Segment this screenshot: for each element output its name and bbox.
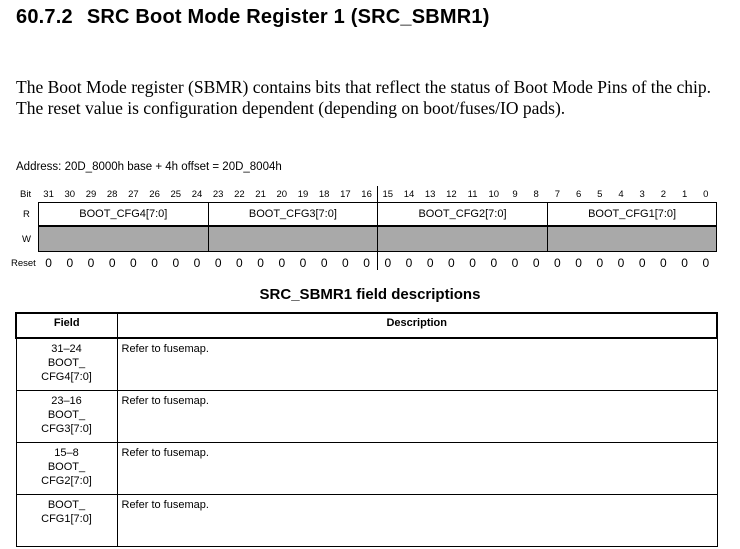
field-cell	[16, 391, 117, 443]
register-diagram	[0, 186, 740, 272]
reset-value: 0	[638, 256, 646, 270]
reset-value: 0	[426, 256, 434, 270]
reset-value: 0	[511, 256, 519, 270]
read-field-1: BOOT_CFG1[7:0]	[547, 202, 718, 226]
bit-number: 28	[106, 189, 118, 200]
reset-value: 0	[702, 256, 710, 270]
bit-number: 5	[597, 189, 603, 200]
write-row-label: W	[22, 234, 31, 245]
reset-value: 0	[384, 256, 392, 270]
reset-row-label: Reset	[11, 258, 36, 269]
reset-value: 0	[554, 256, 561, 270]
reset-value: 0	[257, 256, 264, 270]
table-row	[16, 443, 717, 495]
halfword-separator	[377, 186, 378, 270]
bit-number: 26	[149, 189, 160, 200]
table-header-row	[16, 313, 717, 338]
bit-number: 0	[703, 189, 709, 200]
reset-value: 0	[490, 256, 498, 270]
bit-number: 4	[618, 189, 624, 200]
bit-number: 2	[660, 189, 667, 200]
bit-number: 22	[234, 189, 245, 200]
bit-number: 27	[128, 189, 139, 200]
reset-value: 0	[448, 256, 455, 270]
bit-number: 7	[554, 189, 561, 200]
field-descriptions-table	[15, 312, 718, 547]
bit-number: 29	[85, 189, 97, 200]
bit-number: 21	[255, 189, 266, 200]
bit-number: 17	[340, 189, 351, 200]
reset-value: 0	[66, 256, 74, 270]
write-field-reserved	[377, 226, 548, 252]
intro-paragraph: The Boot Mode register (SBMR) contains bits that reflect the status of Boot Mode Pins of the chip. The reset value is configuration dependent (depending on boot/fuses/IO pads).	[16, 77, 712, 118]
bit-number: 6	[575, 189, 582, 200]
bit-row-label: Bit	[20, 189, 32, 200]
reset-value: 0	[193, 256, 201, 270]
reset-value: 0	[342, 256, 349, 270]
section-heading	[16, 6, 490, 29]
bit-number: 13	[424, 189, 436, 200]
write-field-reserved	[208, 226, 379, 252]
section-number: 60.7.2	[16, 6, 73, 28]
reset-value: 0	[617, 256, 625, 270]
bit-number: 25	[170, 189, 182, 200]
field-cell	[16, 443, 117, 495]
reset-value: 0	[596, 256, 604, 270]
bit-number: 23	[212, 189, 224, 200]
reset-value: 0	[469, 256, 476, 270]
bit-number: 18	[318, 189, 330, 200]
bit-number: 30	[64, 189, 76, 200]
section-title: SRC Boot Mode Register 1 (SRC_SBMR1)	[86, 6, 490, 28]
reset-value: 0	[660, 256, 667, 270]
reset-value: 0	[214, 256, 222, 270]
table-row	[16, 338, 717, 391]
reset-value: 0	[575, 256, 582, 270]
table-row	[16, 391, 717, 443]
reset-value: 0	[299, 256, 307, 270]
description-cell: Refer to fusemap.	[117, 495, 717, 547]
bit-number: 31	[43, 189, 54, 200]
reset-value: 0	[320, 256, 328, 270]
description-cell: Refer to fusemap.	[117, 391, 717, 443]
field-cell-line: 23–16	[51, 395, 82, 407]
field-cell-line: CFG4[7:0]	[41, 371, 92, 383]
reset-value: 0	[151, 256, 158, 270]
register-address: Address: 20D_8000h base + 4h offset = 20D_8004h	[16, 161, 282, 173]
reset-value: 0	[108, 256, 116, 270]
reset-value: 0	[532, 256, 540, 270]
bit-number: 19	[297, 189, 309, 200]
read-field-4: BOOT_CFG4[7:0]	[38, 202, 209, 226]
bit-number: 14	[403, 189, 415, 200]
write-field-reserved	[38, 226, 209, 252]
description-cell: Refer to fusemap.	[117, 443, 717, 495]
write-field-reserved	[547, 226, 718, 252]
field-cell-line: CFG1[7:0]	[41, 513, 92, 525]
bit-number: 12	[446, 189, 457, 200]
read-field-3: BOOT_CFG3[7:0]	[208, 202, 379, 226]
field-cell-line: BOOT_	[47, 357, 86, 369]
reset-value: 0	[130, 256, 137, 270]
reset-value: 0	[363, 256, 370, 270]
read-field-2: BOOT_CFG2[7:0]	[377, 202, 548, 226]
description-column-header: Description	[117, 313, 717, 338]
bit-number: 24	[191, 189, 203, 200]
description-cell: Refer to fusemap.	[117, 338, 717, 391]
field-cell-line: 15–8	[54, 447, 79, 459]
field-cell-line: CFG2[7:0]	[41, 475, 92, 487]
table-row	[16, 495, 717, 547]
bit-number: 3	[639, 189, 645, 200]
read-row-label: R	[23, 209, 30, 220]
reset-value: 0	[45, 256, 52, 270]
bit-number: 16	[361, 189, 372, 200]
field-cell-line: BOOT_	[47, 409, 86, 421]
field-cell	[16, 495, 117, 547]
reset-value: 0	[87, 256, 95, 270]
table-title: SRC_SBMR1 field descriptions	[259, 286, 481, 303]
field-cell-line: BOOT_	[47, 499, 86, 511]
field-cell-line: CFG3[7:0]	[41, 423, 92, 435]
bit-number: 9	[512, 189, 518, 200]
bit-number: 10	[488, 189, 500, 200]
field-cell-line: BOOT_	[47, 461, 86, 473]
field-column-header: Field	[16, 313, 117, 338]
bit-number: 15	[382, 189, 394, 200]
bit-number: 1	[681, 189, 688, 200]
reset-value: 0	[172, 256, 180, 270]
reset-value: 0	[405, 256, 413, 270]
bit-number: 20	[276, 189, 288, 200]
field-cell	[16, 338, 117, 391]
field-cell-line: 31–24	[51, 343, 82, 355]
reset-value: 0	[236, 256, 243, 270]
bit-number: 8	[533, 189, 539, 200]
reset-value: 0	[681, 256, 688, 270]
bit-number: 11	[467, 189, 478, 200]
reset-value: 0	[278, 256, 286, 270]
